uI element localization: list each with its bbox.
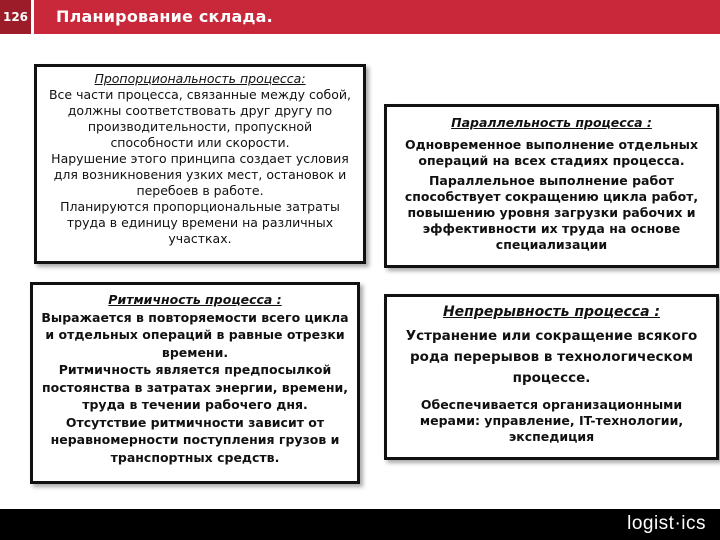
proportionality-text-3: Планируются пропорциональные затраты труда в единицу времени на различных участках.: [60, 199, 340, 246]
proportionality-box: [34, 64, 366, 264]
parallelism-text-2: Параллельное выполнение работ способствует сокращению цикла работ, повышению уровня загрузки рабочих и эффективности их труда на основе специализации: [404, 173, 699, 252]
logistics-logo: logist·ics: [627, 513, 706, 534]
proportionality-heading: Пропорциональность процесса:: [94, 71, 306, 86]
rhythm-heading: Ритмичность процесса :: [108, 292, 282, 307]
rhythm-text-3: Отсутствие ритмичности зависит от неравномерности поступления грузов и транспортных средств.: [50, 414, 340, 465]
continuity-text-2: Обеспечивается организационными мерами: управление, IT-технологии, экспедиция: [419, 397, 684, 444]
slide-title: Планирование склада.: [56, 7, 273, 26]
proportionality-text-2: Нарушение этого принципа создает условия для возникновения узких мест, остановок и перебоев в работе.: [51, 151, 349, 198]
rhythm-text-1: Выражается в повторяемости всего цикла и отдельных операций в равные отрезки времени.: [41, 309, 349, 360]
rhythm-text-2: Ритмичность является предпосылкой постоянства в затратах энергии, времени, труда в течении рабочего дня.: [42, 362, 348, 412]
continuity-box: [384, 294, 719, 460]
parallelism-text-1: Одновременное выполнение отдельных операций на всех стадиях процесса.: [404, 137, 699, 168]
continuity-heading: Непрерывность процесса :: [442, 304, 661, 320]
slide-number: 126: [0, 0, 34, 34]
parallelism-box: [384, 104, 719, 268]
footer-bar: [0, 509, 720, 540]
parallelism-heading: Параллельность процесса :: [451, 115, 652, 130]
rhythm-box: [30, 282, 360, 484]
continuity-text-1: Устранение или сокращение всякого рода перерывов в технологическом процессе.: [405, 328, 698, 386]
proportionality-text-1: Все части процесса, связанные между собой, должны соответствовать друг другу по производительности, пропускной способности или скорости.: [48, 87, 352, 150]
header-bar: [0, 0, 720, 34]
